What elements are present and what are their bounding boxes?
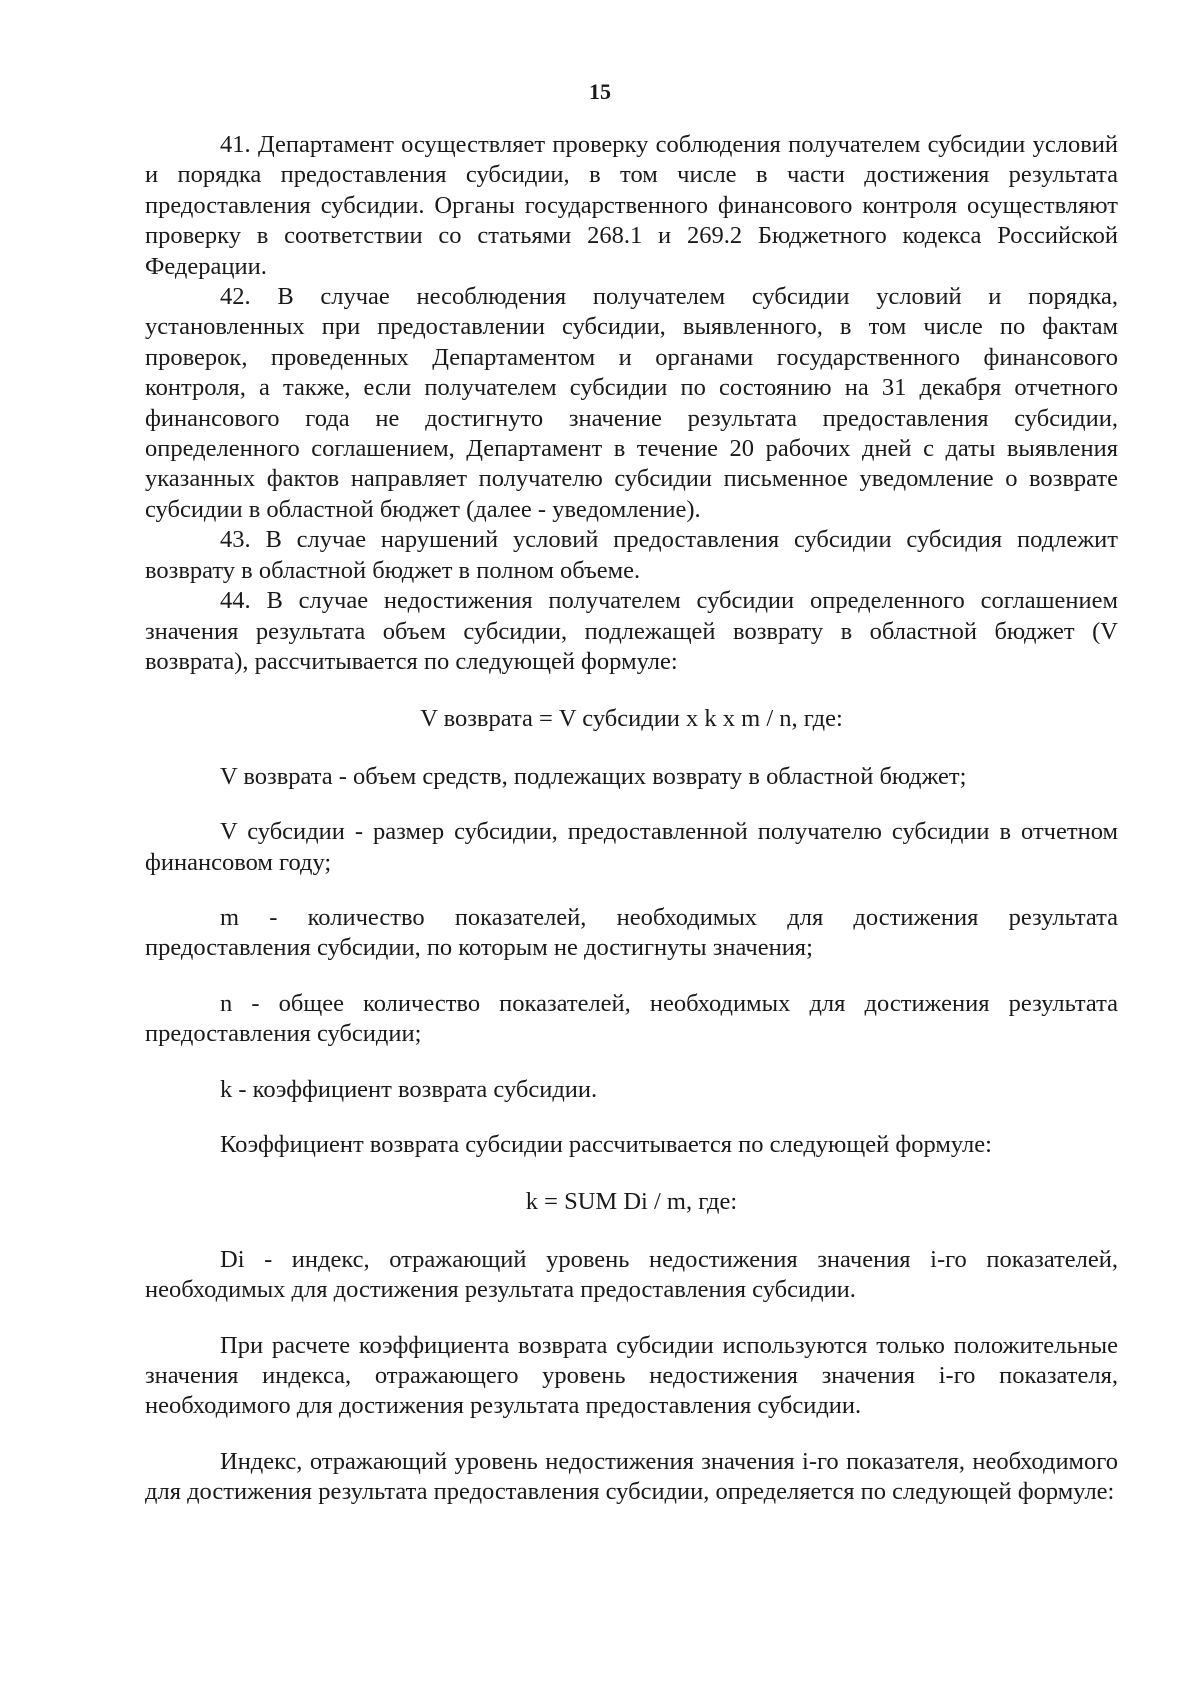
- definition-k: k - коэффициент возврата субсидии.: [220, 1075, 598, 1103]
- paragraph-44: 44. В случае недостижения получателем субсидии определенного соглашением значения результата объем субсидии, подлежащей возврату в областной бюджет (V возврата), рассчитывается по следующей формуле:: [145, 587, 1118, 675]
- definition-m: m - количество показателей, необходимых для достижения результата предоставления субсидии, по которым не достигнуты значения;: [145, 903, 1118, 962]
- definition-di: Di - индекс, отражающий уровень недостижения значения i-го показателей, необходимых для достижения результата предоставления субсидии.: [145, 1245, 1118, 1304]
- definition-v-return: V возврата - объем средств, подлежащих возврату в областной бюджет;: [220, 762, 967, 790]
- page-number: 15: [589, 79, 611, 104]
- document-body: [145, 130, 1118, 1508]
- paragraph-43: 43. В случае нарушений условий предоставления субсидии субсидия подлежит возврату в областной бюджет в полном объеме.: [145, 526, 1118, 584]
- paragraph-41: 41. Департамент осуществляет проверку соблюдения получателем субсидии условий и порядка предоставления субсидии, в том числе в части достижения результата предоставления субсидии. Органы государственного финансового контроля осуществляют проверку в соответствии со статьями 268.1 и 269.2 Бюджетного кодекса Российской Федерации.: [145, 131, 1118, 280]
- index-formula-intro: Индекс, отражающий уровень недостижения значения i-го показателя, необходимого для достижения результата предоставления субсидии, определяется по следующей формуле:: [145, 1447, 1118, 1506]
- formula-k: k = SUM Di / m, где:: [525, 1188, 738, 1216]
- definition-v-subsidy: V субсидии - размер субсидии, предоставленной получателю субсидии в отчетном финансовом году;: [145, 818, 1118, 876]
- paragraph-42: 42. В случае несоблюдения получателем субсидии условий и порядка, установленных при предоставлении субсидии, выявленного, в том числе по фактам проверок, проведенных Департаментом и органами государственного финансового контроля, а также, если получателем субсидии по состоянию на 31 декабря отчетного финансового года не достигнуто значение результата предоставления субсидии, определенного соглашением, Департамент в течение 20 рабочих дней с даты выявления указанных фактов направляет получателю субсидии письменное уведомление о возврате субсидии в областной бюджет (далее - уведомление).: [145, 283, 1118, 523]
- definition-n: n - общее количество показателей, необходимых для достижения результата предоставления субсидии;: [145, 989, 1118, 1048]
- k-formula-intro: Коэффициент возврата субсидии рассчитывается по следующей формуле:: [220, 1130, 992, 1158]
- formula-v-return: V возврата = V субсидии x k x m / n, где:: [420, 705, 843, 733]
- positive-values-note: При расчете коэффициента возврата субсидии используются только положительные значения индекса, отражающего уровень недостижения значения i-го показателя, необходимого для достижения результата предоставления субсидии.: [145, 1331, 1118, 1420]
